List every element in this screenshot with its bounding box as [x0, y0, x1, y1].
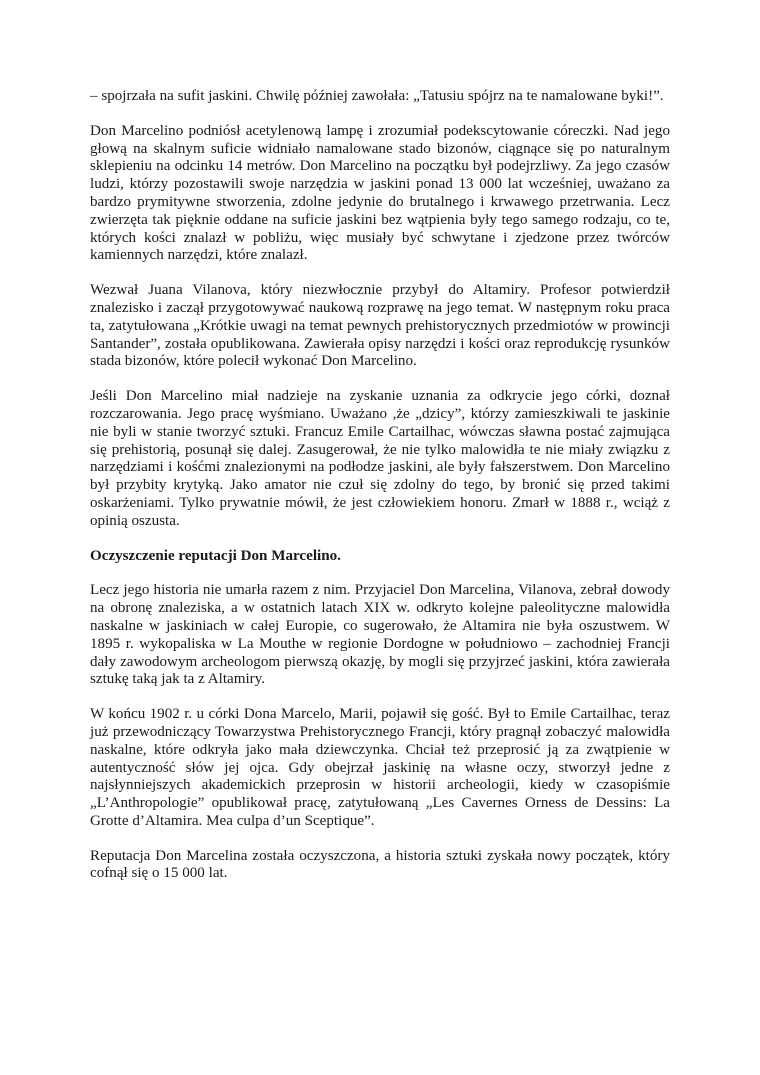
- paragraph-4: Jeśli Don Marcelino miał nadzieje na zyskanie uznania za odkrycie jego córki, doznał rozczarowania. Jego pracę wyśmiano. Uważano ,że „dzicy”, którzy zamieszkiwali te jaskinie nie byli w stanie tworzyć sztuki. Francuz Emile Cartailhac, wówczas sławna postać zajmująca się prehistorią, posunął się dalej. Zasugerował, że nie tylko malowidła te nie miały związku z narzędziami i kośćmi znalezionymi na podłodze jaskini, ale były fałszerstwem. Don Marcelino był przybity krytyką. Jako amator nie czuł się zdolny do tego, by bronić się przed takimi oskarżeniami. Tylko prywatnie mówił, że jest człowiekiem honoru. Zmarł w 1888 r., wciąż z opinią oszusta.: [90, 388, 670, 529]
- paragraph-6: W końcu 1902 r. u córki Dona Marcelo, Marii, pojawił się gość. Był to Emile Cartailhac, teraz już przewodniczący Towarzystwa Prehistorycznego Francji, który pragnął zobaczyć malowidła naskalne, które odkryła jako mała dziewczynka. Chciał też przeprosić ją za zwątpienie w autentyczność słów jej ojca. Gdy obejrzał jaskinię na własne oczy, stworzył jedne z najsłynniejszych akademickich przeprosin w historii archeologii, kiedy w czasopiśmie „L’Anthropologie” opublikował pracę, zatytułowaną „Les Cavernes Orness de Dessins: La Grotte d’Altamira. Mea culpa d’un Sceptique”.: [90, 706, 670, 829]
- paragraph-7: Reputacja Don Marcelina została oczyszczona, a historia sztuki zyskała nowy początek, który cofnął się o 15 000 lat.: [90, 847, 670, 882]
- paragraph-2: Don Marcelino podniósł acetylenową lampę i zrozumiał podekscytowanie córeczki. Nad jego głową na skalnym suficie widniało namalowane stado bizonów, ciągnące się po naturalnym sklepieniu na odcinku 14 metrów. Don Marcelino na początku był podejrzliwy. Za jego czasów ludzi, którzy pozostawili swoje narzędzia w jaskini ponad 13 000 lat wcześniej, uważano za bardzo prymitywne stworzenia, zdolne jedynie do brutalnego i krwawego przetrwania. Lecz zwierzęta tak pięknie oddane na suficie jaskini bez wątpienia były tego samego rodzaju, co te, których kości znalazł w pobliżu, więc musiały być schwytane i zjedzone przez twórców kamiennych narzędzi, które znalazł.: [90, 122, 670, 264]
- section-heading: Oczyszczenie reputacji Don Marcelino.: [90, 547, 341, 564]
- paragraph-3: Wezwał Juana Vilanova, który niezwłocznie przybył do Altamiry. Profesor potwierdził znalezisko i zaczął przygotowywać naukową rozprawę na jego temat. W następnym roku praca ta, zatytułowana „Krótkie uwagi na temat pewnych prehistorycznych przedmiotów w prowincji Santander”, została opublikowana. Zawierała opisy narzędzi i kości oraz reprodukcję rysunków stada bizonów, które polecił wykonać Don Marcelino.: [90, 282, 670, 370]
- document-page: [90, 88, 670, 900]
- paragraph-1: – spojrzała na sufit jaskini. Chwilę później zawołała: „Tatusiu spójrz na te namalowane byki!”.: [90, 88, 664, 104]
- paragraph-5: Lecz jego historia nie umarła razem z nim. Przyjaciel Don Marcelina, Vilanova, zebrał dowody na obronę znaleziska, a w ostatnich latach XIX w. odkryto kolejne paleolityczne malowidła naskalne w jaskiniach w całej Europie, co sugerowało, że Altamira nie była oszustwem. W 1895 r. wykopaliska w La Mouthe w regionie Dordogne w południowo – zachodniej Francji dały zawodowym archeologom pierwszą okazję, by mogli się przyjrzeć jaskini, która zawierała sztukę taką jak ta z Altamiry.: [90, 582, 670, 688]
